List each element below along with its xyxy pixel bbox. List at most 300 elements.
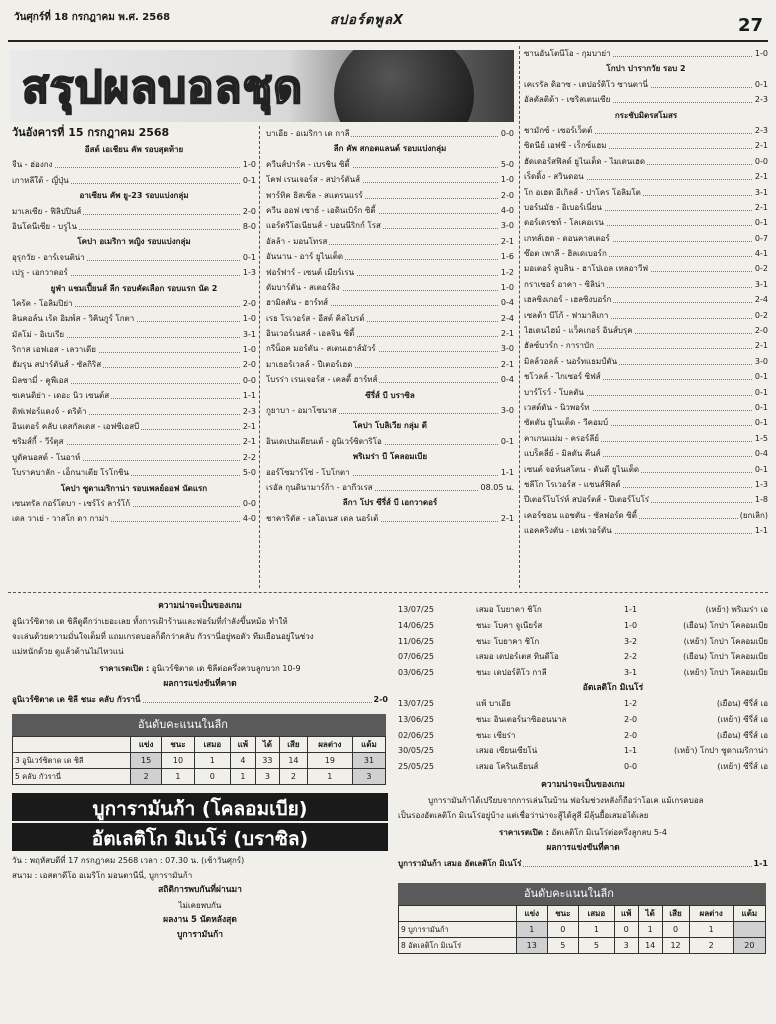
match-result-row: [266, 311, 514, 326]
odds-label: ราคาเรตเปิด :: [99, 664, 150, 673]
recent-result-row: [398, 634, 768, 650]
table-cell: 3: [255, 769, 279, 785]
match-score: 0-0: [499, 126, 514, 141]
table-cell: 0: [547, 922, 579, 938]
match-teams: มาเลเซีย - ฟิลิปปินส์: [12, 204, 83, 219]
table-header: แต้ม: [733, 906, 765, 922]
match-score: 2-3: [753, 92, 768, 107]
issue-date: วันศุกร์ที่ 18 กรกฎาคม พ.ศ. 2568: [14, 12, 171, 23]
result-competition: (เยือน) ซีรี่ส์ เอ: [716, 730, 768, 740]
recent-result-row: [398, 602, 768, 618]
match-score: 3-1: [753, 185, 768, 200]
match-score: 0-4: [499, 295, 514, 310]
match-teams: ฮัมรุน สปาร์ตันส์ - ซัลกิริส: [12, 357, 103, 372]
match-teams: ซัตตัน ยูไนเต็ด - วีคอมบ์: [524, 415, 610, 430]
match-teams: ฮัลซ์บวร์ก - การาบัก: [524, 338, 596, 353]
table-header: ชนะ: [162, 737, 194, 753]
match-score: 0-1: [499, 434, 514, 449]
match-score: 1-0: [241, 342, 256, 357]
match-result-row: [524, 169, 768, 184]
match-result-row: [12, 327, 256, 342]
table-header: [13, 737, 131, 753]
match-result-row: [12, 465, 256, 480]
match-score: 8-0: [241, 219, 256, 234]
probability-line: บูการามันก้าได้เปรียบจากการเล่นในบ้าน ฟอร์มช่วงหลังก็ถือว่าโอเค แม้เกรดบอล: [428, 795, 704, 805]
results-column-2: [266, 126, 514, 526]
match-teams: อัลตัลติด้า - เซริสเตนเซีย: [524, 92, 612, 107]
table-cell: 5 คลับ กัวรานี่: [13, 769, 131, 785]
match-result-row: [524, 354, 768, 369]
match-teams: เดล วาเย่ - วาสโก ดา กาม่า: [12, 511, 111, 526]
result-date: 30/05/25: [398, 746, 434, 756]
match-score: 1-0: [499, 172, 514, 187]
recent-result-row: [398, 665, 768, 681]
match-teams: ควีน ออฟ เซาธ์ - เอดินเบิร์ก ซิตี้: [266, 203, 378, 218]
match-teams: บูดัคนอสต์ - โนอาห์: [12, 450, 82, 465]
table-cell: 0: [194, 769, 230, 785]
result-score: 3-2: [624, 636, 638, 646]
match-score: 2-0: [241, 357, 256, 372]
result-competition: (เยือน) ซีรี่ส์ เอ: [716, 698, 768, 708]
match-score: (ยกเลิก): [738, 508, 768, 523]
match-score: 0-0: [241, 373, 256, 388]
match-teams: โบราคบาลัก - เอ็กนาเตีย โรโกชิน: [12, 465, 131, 480]
match-result-row: [12, 388, 256, 403]
competition-title: ยูฟ่า แชมเปี้ยนส์ ลีก รอบคัดเลือก รอบแรก นัด 2: [50, 283, 218, 293]
result-score: 1-1: [624, 605, 638, 614]
recent-result-row: [398, 759, 768, 775]
result-score: 3-1: [624, 668, 638, 678]
result-outcome: เสมอ โครินเธียนส์: [476, 762, 539, 772]
match-result-row: [12, 219, 256, 234]
match-score: 2-4: [499, 311, 514, 326]
match-result-row: [524, 154, 768, 169]
match-result-row: [524, 462, 768, 477]
result-score: 2-0: [624, 714, 638, 724]
result-score: 0-0: [624, 762, 638, 772]
match-result-row: [524, 185, 768, 200]
match-score: 2-0: [241, 204, 256, 219]
result-outcome: ชนะ โบยาคา ชิโก: [476, 636, 540, 646]
league-table-right: [398, 883, 766, 954]
match-teams: ควีนส์ปาร์ค - เบรชิน ซิตี้: [266, 157, 352, 172]
h2h-title: สถิติการพบกันที่ผ่านมา: [158, 885, 242, 896]
result-date: 03/06/25: [398, 668, 434, 678]
probability-title: ความน่าจะเป็นของเกม: [541, 779, 625, 790]
table-header: ผลต่าง: [689, 906, 733, 922]
table-cell: 1: [689, 922, 733, 938]
table-header: เสมอ: [194, 737, 230, 753]
match-result-row: [524, 292, 768, 307]
match-teams: อินเวอร์เนสส์ - เอลจิน ซิตี้: [266, 326, 356, 341]
match-score: 2-1: [753, 338, 768, 353]
odds-line: [398, 825, 768, 840]
result-date: 13/06/25: [398, 714, 434, 724]
match-score: 2-1: [241, 434, 256, 449]
page-number: 27: [738, 15, 764, 36]
prediction-title: ผลการแข่งขันที่คาด: [546, 842, 620, 853]
match-score: 2-1: [499, 511, 514, 526]
table-cell: 10: [162, 753, 194, 769]
probability-line: แม่หนักด้วย ดูแล้วต้านไม่ไหวแน่: [12, 647, 124, 656]
match-result-row: [266, 188, 514, 203]
table-header: เสีย: [662, 906, 689, 922]
result-outcome: ชนะ เดปอร์ติโว กาลี: [476, 668, 547, 678]
match-score: 2-1: [499, 326, 514, 341]
prediction-score: 2-0: [372, 692, 388, 707]
result-outcome: เสมอ เดปอร์เตส ทินดีโอ: [476, 652, 559, 662]
match-score: 0-1: [241, 173, 256, 188]
table-cell: 3 อูนิเวร์ซิตาด เด ชิลี: [13, 753, 131, 769]
team-b-title: อัตเลติโก มิเนโร่: [582, 682, 644, 693]
match-result-row: [524, 138, 768, 153]
table-cell: 13: [517, 938, 548, 954]
table-cell: 0: [662, 922, 689, 938]
table-cell: 9 บูการามันก้า: [399, 922, 517, 938]
match-result-row: [12, 419, 256, 434]
match-teams: อินเตอร์ คลับ เดสกัลเดส - เอฟซีเอสบี: [12, 419, 141, 434]
match-result-row: [12, 342, 256, 357]
match-result-row: [524, 492, 768, 507]
match-result-row: [524, 338, 768, 353]
match-teams: อินเดเปนเดียนเต้ - อูนิเวร์ซิตาริโอ: [266, 434, 384, 449]
match-score: 2-1: [499, 357, 514, 372]
result-score: 2-0: [624, 730, 638, 740]
match-result-row: [524, 431, 768, 446]
competition-title: โกปา ปารากวัย รอบ 2: [606, 64, 686, 74]
probability-text: [12, 614, 388, 659]
match-result-row: [266, 480, 514, 495]
table-header: ได้: [255, 737, 279, 753]
table-cell: 1: [194, 753, 230, 769]
result-score: 2-2: [624, 652, 638, 662]
table-cell: 14: [638, 938, 662, 954]
h2h-text: ไม่เคยพบกัน: [178, 901, 222, 911]
match-teams: อุรุกวัย - อาร์เจนติน่า: [12, 250, 87, 265]
column-divider: [519, 46, 520, 588]
match-result-row: [524, 400, 768, 415]
result-date: 11/06/25: [398, 636, 434, 646]
match-teams: ชลีโก โรเวอร์ส - แชนส์ฟิลด์: [524, 477, 623, 492]
table-header: แพ้: [614, 906, 638, 922]
result-outcome: ชนะ เซียร่า: [476, 730, 516, 740]
recent-result-row: [398, 712, 768, 728]
match-teams: ชาคาริตัส - เลโอเนส เดล นอร์เต้: [266, 511, 380, 526]
banner-title: สรุปผลบอลชุด: [22, 62, 303, 113]
table-header-row: [13, 737, 386, 753]
match-teams: พาร์ทิค ธิสเซิ่ล - สแตรนแรร์: [266, 188, 365, 203]
table-cell: 2: [131, 769, 162, 785]
match-score: 4-0: [499, 203, 514, 218]
match-teams: ฮัดเดอร์สฟิลด์ ยูไนเต็ด - ไมเดนเฮด: [524, 154, 647, 169]
match-score: 2-1: [753, 200, 768, 215]
match-score: 5-0: [499, 157, 514, 172]
match-teams: เร็ดดิ้ง - สวินดอน: [524, 169, 586, 184]
match-score: 3-1: [753, 277, 768, 292]
match-result-row: [12, 157, 256, 172]
last5-team: บูการามันก้า: [177, 930, 223, 941]
match-teams: ออร์โซมาร์โซ่ - โบโกตา: [266, 465, 352, 480]
table-header: แพ้: [231, 737, 256, 753]
result-competition: (เยือน) โกปา โคลอมเบีย: [683, 620, 768, 630]
match-score: 2-0: [241, 296, 256, 311]
match-teams: ฟอร์ฟาร์ - เซนต์ เมียร์เรน: [266, 265, 356, 280]
probability-title: ความน่าจะเป็นของเกม: [158, 601, 242, 611]
match-result-row: [12, 434, 256, 449]
match-teams: อันนาน - อาร์ ยูไนเต็ด: [266, 249, 345, 264]
match-result-row: [524, 77, 768, 92]
match-teams: ริกาส เอฟเอส - เลวาเดีย: [12, 342, 98, 357]
table-row: [399, 922, 766, 938]
match-teams: ดิฟเฟอร์แดงจ์ - ดริต้า: [12, 404, 88, 419]
match-score: 0-1: [753, 415, 768, 430]
match-teams: เคอร์ซอน แอชตัน - ซัลฟอร์ด ซิตี้: [524, 508, 639, 523]
result-outcome: เสมอ โบยาคา ชิโก: [476, 605, 542, 614]
table-row: [399, 938, 766, 954]
match-teams: แอคคริงตัน - เอฟเวอร์ตัน: [524, 523, 614, 538]
match-score: 3-0: [753, 354, 768, 369]
match-result-row: [266, 280, 514, 295]
table-header: แข่ง: [517, 906, 548, 922]
result-score: 1-0: [624, 620, 638, 630]
match-preview-right: [398, 602, 768, 954]
table-cell: 1: [517, 922, 548, 938]
match-score: 3-1: [241, 327, 256, 342]
match-result-row: [266, 218, 514, 233]
result-competition: (เหย้า) ซีรี่ส์ เอ: [717, 762, 768, 772]
match-teams: ชโวลล์ - ไกเซอร์ ซิฟส์: [524, 369, 603, 384]
match-result-row: [524, 92, 768, 107]
table-header: ได้: [638, 906, 662, 922]
result-competition: (เหย้า) โกปา โคลอมเบีย: [683, 668, 768, 678]
competition-title: กระชับมิตรสโมสร: [614, 110, 678, 120]
match-teams: กราเซอร์ อาคา - ซิลิน่า: [524, 277, 607, 292]
match-score: 1-1: [241, 388, 256, 403]
match-score: 3-0: [499, 403, 514, 418]
match-teams: แอร์ดรีโอเนียนส์ - บอนนีริกก์ โรส: [266, 218, 383, 233]
match-preview-left: [12, 598, 388, 943]
match-result-row: [524, 215, 768, 230]
recent-result-row: [398, 618, 768, 634]
match-score: 2-0: [753, 323, 768, 338]
table-cell: 1: [638, 922, 662, 938]
match-score: 4-1: [753, 246, 768, 261]
prediction-row: [398, 856, 768, 871]
result-date: 14/06/25: [398, 620, 434, 630]
table-cell: 0: [614, 922, 638, 938]
match-result-row: [524, 231, 768, 246]
match-result-row: [524, 46, 768, 61]
match-teams: คาเกนแม่ม - ครอร์ลีย์: [524, 431, 601, 446]
match-result-row: [12, 496, 256, 511]
match-score: 2-0: [499, 188, 514, 203]
match-teams: กูยาบา - อมาโซนาส: [266, 403, 339, 418]
match-teams: ลินคอล์น เร้ด อิมพ์ส - วิคินกูร์ โกตา: [12, 311, 136, 326]
match-score: 1-6: [499, 249, 514, 264]
match-teams: เกาหลีใต้ - ญี่ปุ่น: [12, 173, 71, 188]
match-result-row: [524, 477, 768, 492]
column-divider: [259, 126, 260, 588]
table-header: แต้ม: [352, 737, 385, 753]
header-rule: [8, 40, 768, 42]
result-score: 1-1: [624, 746, 638, 756]
match-result-row: [524, 446, 768, 461]
match-result-row: [266, 403, 514, 418]
match-score: 08.05 น.: [479, 480, 514, 495]
match-score: 3-0: [499, 341, 514, 356]
match-result-row: [524, 123, 768, 138]
match-score: 0-0: [753, 154, 768, 169]
odds-text: อูนิเวร์ซิตาด เด ชิลีต่อครึ่งควบลูกบวก 10-9: [151, 664, 301, 673]
table-header-row: [399, 906, 766, 922]
odds-label: ราคาเรตเปิด :: [499, 827, 549, 837]
table-cell: 31: [352, 753, 385, 769]
match-result-row: [524, 415, 768, 430]
match-score: 1-3: [753, 477, 768, 492]
match-teams: ไฮเดนไฮม์ - แว็คเกอร์ อินส์บรุค: [524, 323, 635, 338]
table-cell: 3: [614, 938, 638, 954]
table-cell: 8 อัตเลติโก มิเนโร่: [399, 938, 517, 954]
match-result-row: [524, 246, 768, 261]
table-header: เสมอ: [579, 906, 615, 922]
match-result-row: [266, 465, 514, 480]
table-header: เสีย: [280, 737, 308, 753]
table-cell: 5: [579, 938, 615, 954]
table-cell: 1: [307, 769, 352, 785]
match-teams: ดัมบาร์ตัน - สเตอร์ลิง: [266, 280, 342, 295]
result-date: 02/06/25: [398, 730, 434, 740]
probability-line: อูนิเวร์ซิตาด เด ชิลีดูดีกว่าเยอะเลย ทั้งการเฝ้าร้านและฟอร์มที่กำลังขึ้นหม้อ ทำให้: [12, 617, 288, 626]
match-score: 0-1: [753, 215, 768, 230]
competition-title: ซีรี่ส์ บี บราซิล: [365, 390, 415, 400]
match-teams: ชริมส์กี้ - วีร์ตุส: [12, 434, 66, 449]
match-result-row: [266, 326, 514, 341]
result-outcome: แพ้ บาเอีย: [476, 698, 511, 708]
table-cell: 19: [307, 753, 352, 769]
competition-title: โคปา ซูดาเมริกาน่า รอบเพลย์ออฟ นัดแรก: [60, 483, 208, 493]
result-date: 07/06/25: [398, 652, 434, 662]
match-result-row: [266, 434, 514, 449]
match-teams: ฮามิลตัน - ฮาร์ทส์: [266, 295, 330, 310]
match-score: 3-0: [499, 218, 514, 233]
match-teams: โก อเฮด อีเกิลส์ - ปาโคร โอลิมโต: [524, 185, 643, 200]
table-row: [13, 753, 386, 769]
result-date: 13/07/25: [398, 605, 434, 614]
match-date-heading: วันอังคารที่ 15 กรกฎาคม 2568: [12, 126, 170, 139]
match-score: 0-1: [753, 400, 768, 415]
match-score: 2-1: [753, 138, 768, 153]
table-header: แข่ง: [131, 737, 162, 753]
match-teams: มอเตอร์ ลูบลิน - ฮาโปเอล เทลอาวีฟ: [524, 261, 650, 276]
match-score: 0-2: [753, 261, 768, 276]
match-datetime: วัน : พฤหัสบดีที่ 17 กรกฎาคม 2568 เวลา : 07.30 น. (เช้าวันศุกร์): [12, 856, 245, 866]
result-competition: (เหย้า) โกปา ซูดาเมริกาน่า: [674, 746, 768, 756]
match-score: 2-3: [241, 404, 256, 419]
match-result-row: [266, 172, 514, 187]
match-teams: ซ๊อต เพาลี - ฮิลเดเบอร์ก: [524, 246, 609, 261]
match-result-row: [266, 203, 514, 218]
match-result-row: [266, 234, 514, 249]
probability-line: เป็นรองอัตเลติโก มิเนโร่อยู่บ้าง แต่เชื่อว่าน่าจะสู้ได้สูสี มีลุ้นยื้อเสมอได้เลย: [398, 810, 649, 820]
match-score: 0-0: [241, 496, 256, 511]
match-score: 2-3: [753, 123, 768, 138]
table-cell: 15: [131, 753, 162, 769]
prediction-score: 1-1: [752, 856, 768, 871]
match-result-row: [12, 373, 256, 388]
result-date: 25/05/25: [398, 762, 434, 772]
section-banner: [10, 50, 514, 122]
table-cell: 1: [231, 769, 256, 785]
table-cell: 2: [689, 938, 733, 954]
match-teams: เฮลซิงเกอร์ - เฮลซิงบอร์ก: [524, 292, 613, 307]
football-image: [334, 50, 474, 122]
match-teams: ชามักซ์ - เซอร์เว็ตต์: [524, 123, 594, 138]
recent-result-row: [398, 649, 768, 665]
match-score: 4-0: [241, 511, 256, 526]
match-result-row: [266, 157, 514, 172]
table-cell: 20: [733, 938, 765, 954]
match-result-row: [524, 523, 768, 538]
prediction-title: ผลการแข่งขันที่คาด: [163, 679, 237, 689]
table-cell: 12: [662, 938, 689, 954]
table-cell: 1: [579, 922, 615, 938]
match-teams: มัลโม่ - อิเบเรีย: [12, 327, 66, 342]
table-cell: 3: [352, 769, 385, 785]
match-result-row: [266, 265, 514, 280]
probability-line: จะเล่นด้วยความมั่นใจเต็มที่ แถมเกรดบอลก็ดีกว่าคลับ กัวรานี่อยู่พอตัว ทีมเยือนอยู่ในช่วง: [12, 632, 314, 641]
result-outcome: ชนะ อินเตอร์นาซิออนนาล: [476, 714, 567, 724]
odds-text: อัตเลติโก มิเนโร่ต่อครึ่งลูกลบ 5-4: [551, 827, 667, 837]
match-result-row: [524, 277, 768, 292]
away-team-banner: อัตเลติโก มิเนโร่ (บราซิล): [12, 823, 388, 851]
match-result-row: [12, 450, 256, 465]
match-score: 1-3: [241, 265, 256, 280]
recent-result-row: [398, 743, 768, 759]
match-score: 1-2: [499, 265, 514, 280]
match-teams: ไคร้ค - โอลิมปิย่า: [12, 296, 75, 311]
match-teams: ปีเตอร์โบโร่ห์ สปอร์ตส์ - ปีเตอร์โบโร่: [524, 492, 651, 507]
match-result-row: [524, 369, 768, 384]
match-result-row: [266, 357, 514, 372]
match-teams: เซนต์ จอห์นสโตน - ดันดี ยูไนเต็ด: [524, 462, 641, 477]
match-score: 2-4: [753, 292, 768, 307]
match-result-row: [524, 385, 768, 400]
match-result-row: [266, 249, 514, 264]
match-score: 2-1: [499, 234, 514, 249]
match-result-row: [12, 296, 256, 311]
prediction-text: บูการามันก้า เสมอ อัตเลติโก มิเนโร่: [398, 856, 523, 871]
table-header: [399, 906, 517, 922]
match-result-row: [266, 295, 514, 310]
competition-title: โคปา โบลิเวีย กลุ่ม ดี: [353, 421, 427, 431]
match-score: 0-1: [753, 385, 768, 400]
result-outcome: เสมอ เซียนเซียโน่: [476, 746, 538, 756]
publication-logo: สปอร์ตพูลX: [330, 13, 404, 28]
table-cell: 4: [231, 753, 256, 769]
table-row: [13, 769, 386, 785]
match-score: 1-0: [241, 157, 256, 172]
table-cell: 5: [547, 938, 579, 954]
table-header: ชนะ: [547, 906, 579, 922]
competition-title: ลีก คัพ สกอตแลนด์ รอบแบ่งกลุ่ม: [333, 144, 447, 154]
match-teams: เกทส์เฮด - ดอนคาสเตอร์: [524, 231, 612, 246]
match-teams: เรอัล กุนดินามาร์ก้า - อากีวเรส: [266, 480, 375, 495]
table-cell: 1: [162, 769, 194, 785]
match-result-row: [524, 200, 768, 215]
table-cell: 33: [255, 753, 279, 769]
league-table-left: [12, 714, 386, 785]
match-teams: เปรู - เอกวาดอร์: [12, 265, 70, 280]
